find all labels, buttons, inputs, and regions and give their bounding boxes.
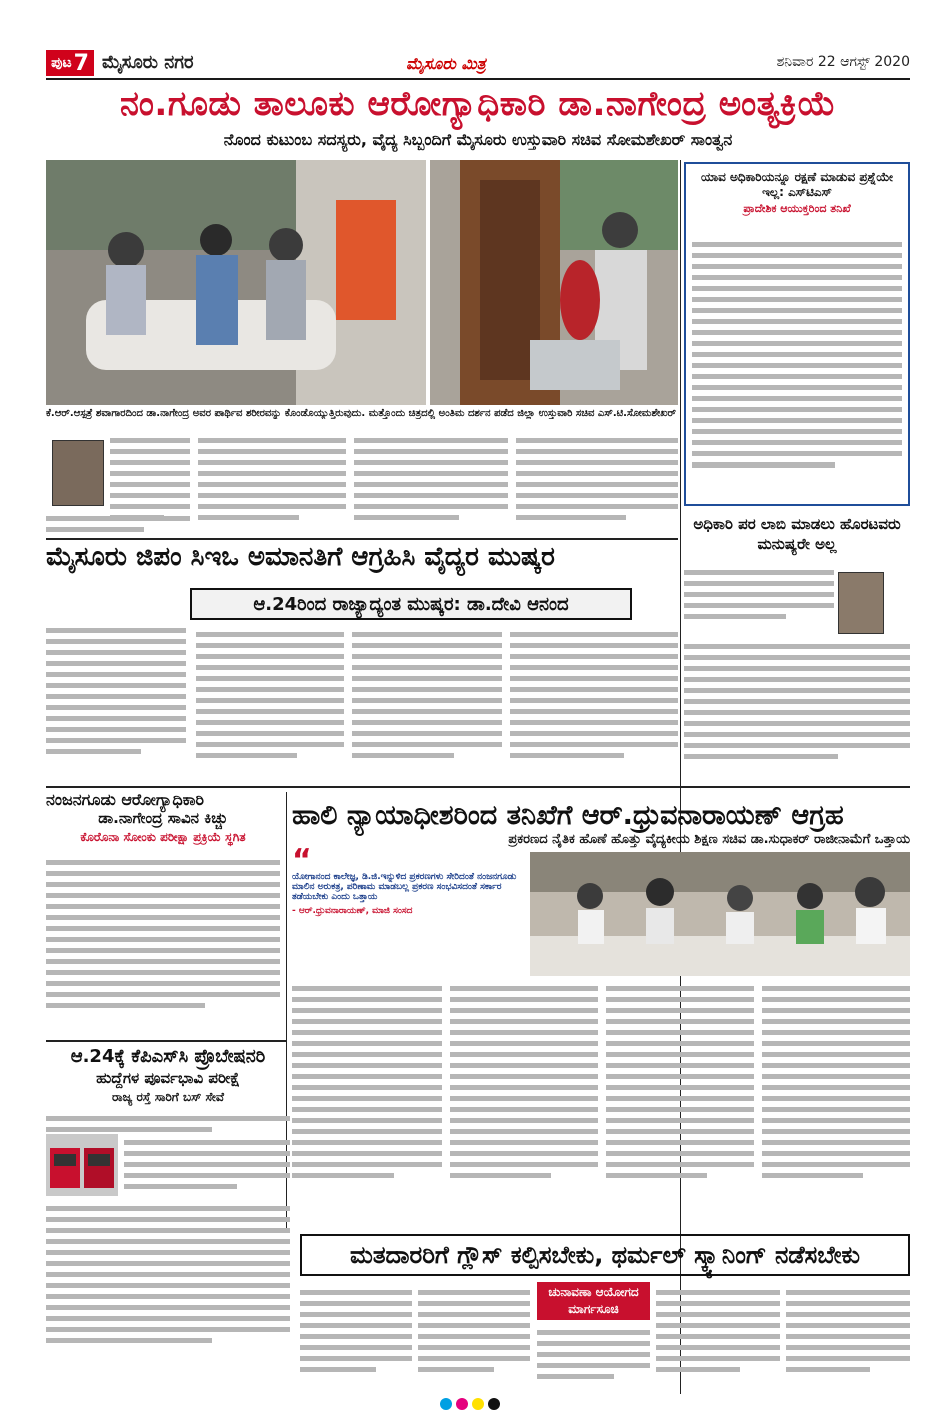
- kpsc-body-right: [124, 1134, 290, 1198]
- page-number-badge: [46, 50, 94, 76]
- officer-lobby-body: [684, 638, 910, 784]
- lead-photo-caption: ಕೆ.ಆರ್.ಆಸ್ಪತ್ರೆ ಶವಾಗಾರದಿಂದ ಡಾ.ನಾಗೇಂದ್ರ ಅವರ ಪಾರ್ಥಿವ ಶರೀರವನ್ನು ಕೊಂಡೊಯ್ಯುತ್ತಿರುವುದು. ಮತ್ತೊಂದು ಚಿತ್ರದಲ್ಲಿ ಅಂತಿಮ ದರ್ಶನ ಪಡೆದ ಜಿಲ್ಲಾ ಉಸ್ತುವಾರಿ ಸಚಿವ ಎಸ್.ಟಿ.ಸೋಮಶೇಖರ್: [46, 408, 677, 419]
- lead-photo-tribute: [430, 160, 678, 405]
- lead-body-col1-bottom: [46, 510, 190, 536]
- testing-halt-title-line2: ಡಾ.ನಾಗೇಂದ್ರ ಸಾವಿನ ಕಿಚ್ಚು: [98, 809, 228, 827]
- lead-photo-hearse: [46, 160, 426, 405]
- registration-mark-black: [488, 1398, 500, 1410]
- lead-body-col3: [354, 432, 508, 534]
- divider: [46, 538, 678, 540]
- minister-photo: [838, 572, 884, 634]
- kpsc-body: [46, 1200, 290, 1394]
- lead-body-col4: [516, 432, 678, 534]
- section-title: ಮೈಸೂರು ನಗರ: [102, 52, 194, 73]
- testing-halt-body: [46, 854, 280, 1038]
- kpsc-title-line2: ಹುದ್ದೆಗಳ ಪೂರ್ವಭಾವಿ ಪರೀಕ್ಷೆ: [96, 1069, 240, 1087]
- author-photo: [52, 440, 104, 506]
- story2-body-col4: [510, 626, 678, 782]
- bus-photo: [46, 1134, 118, 1196]
- story5-body-col4: [656, 1284, 780, 1394]
- testing-halt-subtitle: ಕೊರೊನಾ ಸೋಂಕು ಪರೀಕ್ಷಾ ಪ್ರಕ್ರಿಯೆ ಸ್ಥಗಿತ: [80, 830, 246, 844]
- masthead-logo: ಮೈಸೂರು ಮಿತ್ರ: [406, 54, 486, 73]
- story3-body-col3: [606, 980, 754, 1230]
- kpsc-title-line1: ಆ.24ಕ್ಕೆ ಕೆಪಿಎಸ್‌ಸಿ ಪ್ರೊಬೇಷನರಿ: [70, 1046, 266, 1067]
- officer-lobby-title: ಅಧಿಕಾರಿ ಪರ ಲಾಬಿ ಮಾಡಲು ಹೊರಟವರು ಮನುಷ್ಯರೇ ಅಲ್ಲ: [693, 515, 901, 553]
- officer-lobby-story: [684, 514, 910, 786]
- lead-subheadline: ನೊಂದ ಕುಟುಂಬ ಸದಸ್ಯರು, ವೈದ್ಯ ಸಿಬ್ಬಂದಿಗೆ ಮೈಸೂರು ಉಸ್ತುವಾರಿ ಸಚಿವ ಸೋಮಶೇಖರ್ ಸಾಂತ್ವನ: [223, 130, 733, 149]
- guidelines-box: ಚುನಾವಣಾ ಆಯೋಗದ ಮಾರ್ಗಸೂಚಿ: [537, 1282, 650, 1320]
- sidebar-story-subtitle: ಪ್ರಾದೇಶಿಕ ಆಯುಕ್ತರಿಂದ ತನಿಖೆ: [743, 202, 851, 215]
- divider: [46, 786, 910, 788]
- pull-quote-author: - ಆರ್.ಧ್ರುವನಾರಾಯಣ್, ಮಾಜಿ ಸಂಸದ: [292, 906, 413, 916]
- story3-pull-quote: [292, 843, 526, 976]
- kpsc-exam-story: [46, 1046, 290, 1106]
- kpsc-subtitle: ರಾಜ್ಯ ರಸ್ತೆ ಸಾರಿಗೆ ಬಸ್ ಸೇವೆ: [111, 1090, 225, 1104]
- page-word: ಪುಟ: [51, 55, 72, 71]
- pull-quote-text: ಯೋಗಾನಂದ ಕಾಲೇಜ್ಞ, ಡಿ.ಜಿ.ಇನ್ನುಳಿದ ಪ್ರಕರಣಗಳು ಸೇರಿದಂತೆ ನಂಜನಗೂಡು ಮಾಲಿನ ಅರುಕತ್ರ, ಪರಿಣಾಮ ಮಾಡಬಲ್ಲ ಪ್ರಕರಣ ಸಂಭವಿಸದಂತೆ ಸರ್ಕಾರ ತಡೆಯಬೇಕು ಎಂದು ಒತ್ತಾಯ: [292, 872, 517, 902]
- lead-headline: ನಂ.ಗೂಡು ತಾಲೂಕು ಆರೋಗ್ಯಾಧಿಕಾರಿ ಡಾ.ನಾಗೇಂದ್ರ ಅಂತ್ಯಕ್ರಿಯೆ: [119, 84, 837, 124]
- story2-headline: ಮೈಸೂರು ಜಿಪಂ ಸಿಇಒ ಅಮಾನತಿಗೆ ಆಗ್ರಹಿಸಿ ವೈದ್ಯರ ಮುಷ್ಕರ: [46, 542, 555, 572]
- story5-body-col3: [537, 1324, 650, 1394]
- sidebar-story-box: [684, 162, 910, 506]
- story2-body-col1: [46, 622, 186, 782]
- testing-halt-story: [46, 790, 280, 1038]
- story5-headline: ಮತದಾರರಿಗೆ ಗ್ಲೌಸ್ ಕಲ್ಪಿಸಬೇಕು, ಥರ್ಮಲ್ ಸ್ಕ್ಯಾನಿಂಗ್ ನಡೆಸಬೇಕು: [300, 1234, 910, 1276]
- story3-headline: ಹಾಲಿ ನ್ಯಾಯಾಧೀಶರಿಂದ ತನಿಖೆಗೆ ಆರ್.ಧ್ರುವನಾರಾಯಣ್ ಆಗ್ರಹ: [292, 800, 844, 831]
- issue-date: ಶನಿವಾರ 22 ಆಗಸ್ಟ್ 2020: [776, 54, 910, 70]
- story2-bar: ಆ.24ರಿಂದ ರಾಜ್ಯಾದ್ಯಂತ ಮುಷ್ಕರ: ಡಾ.ದೇವಿ ಆನಂದ: [190, 588, 632, 620]
- story3-body-col2: [450, 980, 598, 1230]
- sidebar-story-body: [692, 236, 902, 500]
- page-number: 7: [73, 50, 89, 76]
- story2-body-col3: [352, 626, 502, 782]
- page-header: [46, 46, 910, 80]
- testing-halt-title-line1: ನಂಜನಗೂಡು ಆರೋಗ್ಯಾಧಿಕಾರಿ: [46, 790, 204, 809]
- story3-body-col4: [762, 980, 910, 1230]
- registration-mark-yellow: [472, 1398, 484, 1410]
- registration-mark-cyan: [440, 1398, 452, 1410]
- story5-body-col1: [300, 1284, 412, 1394]
- registration-mark-magenta: [456, 1398, 468, 1410]
- divider: [46, 1040, 286, 1042]
- story2-body-col2: [196, 626, 344, 782]
- story5-body-col5: [786, 1284, 910, 1394]
- sidebar-story-title: ಯಾವ ಅಧಿಕಾರಿಯನ್ನೂ ರಕ್ಷಣೆ ಮಾಡುವ ಪ್ರಶ್ನೆಯೇ ಇಲ್ಲ: ಎಸ್‌ಟಿಎಸ್: [700, 170, 894, 199]
- story3-body-col1: [292, 980, 442, 1230]
- press-meet-photo: [530, 852, 910, 976]
- story5-body-col2: [418, 1284, 530, 1394]
- quote-mark-icon: “: [292, 843, 312, 878]
- kpsc-body-top: [46, 1110, 290, 1132]
- officer-lobby-body-top: [684, 564, 834, 634]
- story3-subheadline: ಪ್ರಕರಣದ ನೈತಿಕ ಹೊಣೆ ಹೊತ್ತು ವೈದ್ಯಕೀಯ ಶಿಕ್ಷಣ ಸಚಿವ ಡಾ.ಸುಧಾಕರ್ ರಾಜೀನಾಮೆಗೆ ಒತ್ತಾಯ: [508, 832, 910, 847]
- lead-body-col2: [198, 432, 346, 534]
